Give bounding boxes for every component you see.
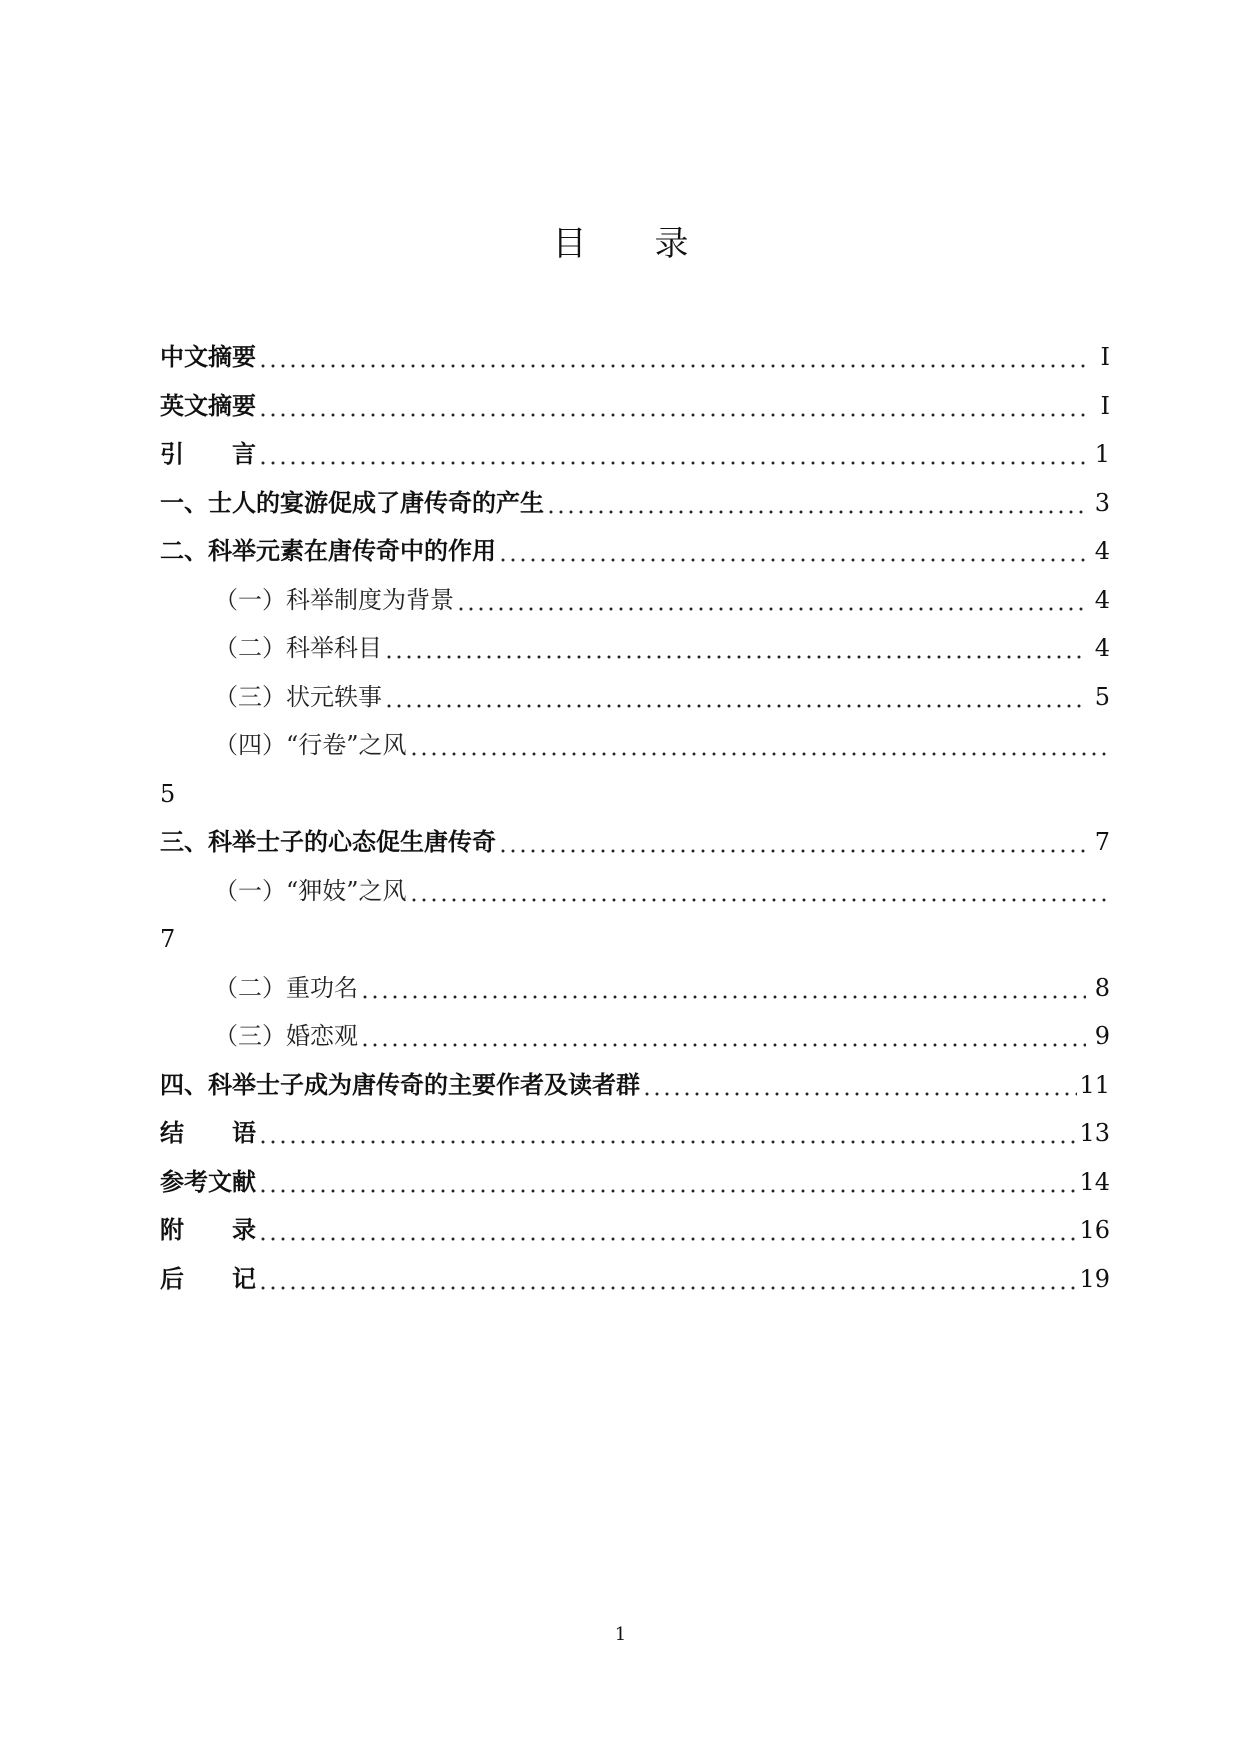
toc-dot-leader (258, 391, 1086, 421)
toc-dot-leader (258, 439, 1086, 469)
toc-entry-page: 5 (1094, 682, 1110, 711)
toc-entry-section-2-1[interactable] (160, 576, 1110, 625)
toc-entry-label: （三）状元轶事 (214, 682, 382, 711)
toc-entry-label: 英文摘要 (160, 391, 256, 420)
toc-dot-leader (258, 1215, 1077, 1245)
toc-entry-english-abstract[interactable] (160, 382, 1110, 431)
toc-entry-label: 后 记 (160, 1264, 256, 1293)
toc-entry-label: 附 录 (160, 1216, 256, 1245)
toc-dot-leader (409, 730, 1110, 760)
toc-entry-label: （二）科举科目 (214, 634, 382, 663)
toc-entry-page: 4 (1094, 585, 1110, 614)
toc-entry-postscript[interactable] (160, 1255, 1110, 1304)
toc-entry-page: 19 (1079, 1264, 1110, 1293)
toc-dot-leader (498, 827, 1086, 857)
toc-dot-leader (258, 1264, 1077, 1294)
toc-dot-leader (360, 1021, 1086, 1051)
toc-dot-leader (546, 488, 1086, 518)
toc-entry-page: 16 (1079, 1216, 1110, 1245)
toc-dot-leader (258, 342, 1086, 372)
toc-entry-section-1[interactable] (160, 479, 1110, 528)
toc-entry-conclusion[interactable] (160, 1109, 1110, 1158)
toc-dot-leader (258, 1167, 1077, 1197)
toc-entry-page: 11 (1079, 1070, 1110, 1099)
toc-dot-leader (409, 876, 1110, 906)
toc-entry-label: （四）“行卷”之风 (214, 731, 407, 760)
toc-dot-leader (384, 633, 1086, 663)
footer-page-number: 1 (614, 1624, 627, 1645)
toc-dot-leader (456, 585, 1086, 615)
toc-entry-page: 8 (1094, 973, 1110, 1002)
toc-entry-page: 13 (1079, 1119, 1110, 1148)
toc-entry-page: 3 (1094, 488, 1110, 517)
toc-entry-page: 4 (1094, 537, 1110, 566)
toc-entry-label: 中文摘要 (160, 343, 256, 372)
toc-dot-leader (258, 1118, 1077, 1148)
toc-entry-label: （三）婚恋观 (214, 1022, 358, 1051)
toc-entry-page: 7 (1094, 828, 1110, 857)
toc-entry-label: 引 言 (160, 440, 256, 469)
toc-entry-section-2-2[interactable] (160, 624, 1110, 673)
toc-entry-section-2-3[interactable] (160, 673, 1110, 722)
toc-entry-section-2-4[interactable] (160, 721, 1110, 770)
page-title: 目 录 (552, 224, 689, 264)
toc-entry-label: 二、科举元素在唐传奇中的作用 (160, 537, 496, 566)
toc-entry-label: 三、科举士子的心态促生唐传奇 (160, 828, 496, 857)
toc-entry-section-3-3[interactable] (160, 1012, 1110, 1061)
toc-dot-leader (384, 682, 1086, 712)
toc-dot-leader (498, 536, 1086, 566)
toc-entry-page-wrapped: 5 (160, 779, 176, 808)
toc-entry-label: 四、科举士子成为唐传奇的主要作者及读者群 (160, 1070, 640, 1099)
toc-entry-section-3-1[interactable] (160, 867, 1110, 916)
toc-entry-section-2[interactable] (160, 527, 1110, 576)
toc-entry-page: Ⅰ (1100, 343, 1110, 372)
table-of-contents (160, 333, 1110, 1303)
toc-entry-references[interactable] (160, 1158, 1110, 1207)
toc-entry-page: 14 (1079, 1167, 1110, 1196)
toc-entry-label: 参考文献 (160, 1167, 256, 1196)
toc-entry-label: 一、士人的宴游促成了唐传奇的产生 (160, 488, 544, 517)
toc-entry-section-3-2[interactable] (160, 964, 1110, 1013)
toc-entry-chinese-abstract[interactable] (160, 333, 1110, 382)
toc-dot-leader (360, 973, 1086, 1003)
toc-entry-page-wrapped: 7 (160, 925, 176, 954)
toc-entry-label: （一）科举制度为背景 (214, 585, 454, 614)
toc-entry-section-3[interactable] (160, 818, 1110, 867)
toc-entry-label: 结 语 (160, 1119, 256, 1148)
toc-entry-appendix[interactable] (160, 1206, 1110, 1255)
toc-entry-section-4[interactable] (160, 1061, 1110, 1110)
toc-entry-introduction[interactable] (160, 430, 1110, 479)
toc-entry-page: Ⅰ (1100, 391, 1110, 420)
toc-entry-label: （一）“狎妓”之风 (214, 876, 407, 905)
toc-dot-leader (642, 1070, 1077, 1100)
toc-entry-label: （二）重功名 (214, 973, 358, 1002)
toc-entry-page: 1 (1094, 440, 1110, 469)
toc-entry-page: 4 (1094, 634, 1110, 663)
toc-entry-page: 9 (1094, 1022, 1110, 1051)
